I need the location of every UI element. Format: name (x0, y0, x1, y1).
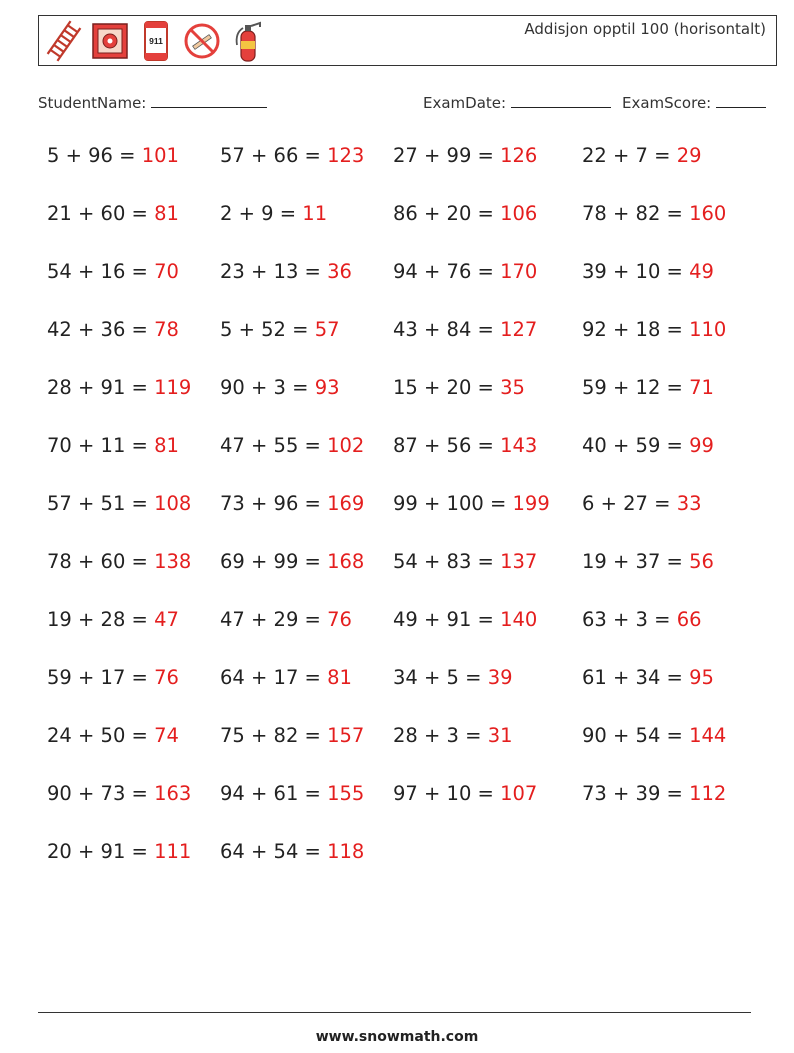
problem-cell (47, 434, 179, 457)
problem-expression: 20 + 91 = (47, 840, 155, 863)
problem-answer: 76 (327, 608, 352, 631)
problem-cell (582, 318, 726, 341)
problem-expression: 40 + 59 = (582, 434, 690, 457)
student-name-field (38, 93, 267, 112)
problem-expression: 28 + 91 = (47, 376, 155, 399)
problem-expression: 39 + 10 = (582, 260, 690, 283)
problem-answer: 71 (689, 376, 714, 399)
problem-row (47, 144, 767, 202)
problem-answer: 107 (500, 782, 538, 805)
problem-expression: 43 + 84 = (393, 318, 501, 341)
problem-answer: 57 (314, 318, 340, 341)
problem-cell (393, 550, 537, 573)
problem-answer: 66 (676, 608, 702, 631)
problem-answer: 74 (154, 724, 179, 747)
problem-answer: 93 (314, 376, 340, 399)
problem-expression: 90 + 54 = (582, 724, 690, 747)
problem-answer: 144 (689, 724, 727, 747)
problem-cell (582, 202, 726, 225)
problem-cell (393, 724, 513, 747)
fire-extinguisher-icon (229, 19, 267, 63)
problem-expression: 34 + 5 = (393, 666, 488, 689)
problem-cell (582, 666, 714, 689)
problem-answer: 160 (689, 202, 727, 225)
problem-answer: 11 (302, 202, 328, 225)
problem-row (47, 376, 767, 434)
problem-answer: 76 (154, 666, 179, 689)
problem-expression: 24 + 50 = (47, 724, 155, 747)
problem-row (47, 724, 767, 782)
problem-answer: 81 (154, 434, 179, 457)
problem-expression: 90 + 3 = (220, 376, 315, 399)
problem-row (47, 550, 767, 608)
problem-answer: 29 (676, 144, 702, 167)
problem-cell (393, 782, 537, 805)
problem-cell (220, 318, 340, 341)
emergency-phone-icon (137, 19, 175, 63)
problem-cell (393, 260, 537, 283)
problem-answer: 140 (500, 608, 538, 631)
problem-answer: 163 (154, 782, 192, 805)
problem-expression: 57 + 51 = (47, 492, 155, 515)
phone-icon-text: 911 (149, 36, 163, 46)
exam-score-label: ExamScore: (622, 94, 712, 112)
problem-cell (220, 550, 364, 573)
problem-cell (220, 608, 352, 631)
exam-score-blank (716, 93, 766, 108)
problem-cell (393, 434, 537, 457)
problem-cell (582, 782, 726, 805)
problem-row (47, 434, 767, 492)
problem-cell (47, 550, 191, 573)
problem-answer: 81 (154, 202, 179, 225)
problem-cell (47, 202, 179, 225)
problem-expression: 27 + 99 = (393, 144, 501, 167)
problem-answer: 137 (500, 550, 538, 573)
problem-row (47, 782, 767, 840)
problem-cell (220, 782, 364, 805)
problem-cell (47, 318, 179, 341)
problem-answer: 118 (327, 840, 365, 863)
problem-answer: 70 (154, 260, 179, 283)
exam-date-field (423, 93, 611, 112)
problem-answer: 81 (327, 666, 352, 689)
problem-cell (47, 840, 191, 863)
problem-answer: 108 (154, 492, 192, 515)
problem-expression: 5 + 52 = (220, 318, 315, 341)
problem-row (47, 492, 767, 550)
problem-answer: 110 (689, 318, 727, 341)
problem-cell (393, 608, 537, 631)
problem-expression: 73 + 39 = (582, 782, 690, 805)
problem-expression: 94 + 61 = (220, 782, 328, 805)
problem-answer: 49 (689, 260, 714, 283)
problem-expression: 97 + 10 = (393, 782, 501, 805)
problem-answer: 119 (154, 376, 192, 399)
no-smoking-icon (183, 19, 221, 63)
problem-cell (582, 434, 714, 457)
ladder-icon (45, 19, 83, 63)
problem-expression: 49 + 91 = (393, 608, 501, 631)
problem-expression: 64 + 17 = (220, 666, 328, 689)
problem-answer: 31 (487, 724, 513, 747)
problem-expression: 78 + 82 = (582, 202, 690, 225)
header-icons (45, 19, 267, 63)
problem-expression: 86 + 20 = (393, 202, 501, 225)
problem-expression: 57 + 66 = (220, 144, 328, 167)
problem-cell (582, 260, 714, 283)
problem-expression: 75 + 82 = (220, 724, 328, 747)
problem-expression: 54 + 83 = (393, 550, 501, 573)
problem-cell (582, 724, 726, 747)
problem-row (47, 666, 767, 724)
exam-date-blank (511, 93, 611, 108)
problem-answer: 102 (327, 434, 365, 457)
problem-cell (582, 144, 702, 167)
problem-expression: 47 + 55 = (220, 434, 328, 457)
problem-answer: 78 (154, 318, 179, 341)
exam-score-field (622, 93, 766, 112)
problem-cell (47, 608, 179, 631)
problem-cell (393, 666, 513, 689)
problem-answer: 47 (154, 608, 179, 631)
problem-cell (47, 782, 191, 805)
problem-expression: 22 + 7 = (582, 144, 677, 167)
problem-expression: 61 + 34 = (582, 666, 690, 689)
problem-expression: 78 + 60 = (47, 550, 155, 573)
problem-cell (47, 144, 179, 167)
student-name-blank (151, 93, 267, 108)
footer-url: www.snowmath.com (315, 1029, 479, 1045)
problem-answer: 170 (500, 260, 538, 283)
problem-expression: 23 + 13 = (220, 260, 328, 283)
footer-divider (38, 1012, 751, 1013)
problem-answer: 199 (512, 492, 550, 515)
problem-expression: 54 + 16 = (47, 260, 155, 283)
problem-answer: 169 (327, 492, 365, 515)
problem-row (47, 318, 767, 376)
problem-answer: 138 (154, 550, 192, 573)
problem-answer: 111 (154, 840, 192, 863)
exam-date-label: ExamDate: (423, 94, 507, 112)
problem-cell (393, 144, 537, 167)
problem-expression: 63 + 3 = (582, 608, 677, 631)
problem-answer: 168 (327, 550, 365, 573)
problem-expression: 64 + 54 = (220, 840, 328, 863)
problem-expression: 59 + 17 = (47, 666, 155, 689)
problem-cell (220, 724, 364, 747)
fire-alarm-icon (91, 19, 129, 63)
problem-cell (582, 550, 714, 573)
problem-answer: 36 (327, 260, 352, 283)
student-name-label: StudentName: (38, 94, 147, 112)
problem-answer: 112 (689, 782, 727, 805)
problem-cell (393, 492, 550, 515)
problem-row (47, 608, 767, 666)
problem-cell (393, 376, 525, 399)
problem-row (47, 260, 767, 318)
problem-answer: 127 (500, 318, 538, 341)
problem-answer: 155 (327, 782, 365, 805)
problem-cell (220, 202, 327, 225)
problem-expression: 19 + 37 = (582, 550, 690, 573)
problem-expression: 59 + 12 = (582, 376, 690, 399)
problem-row (47, 202, 767, 260)
problem-cell (220, 376, 340, 399)
problem-answer: 106 (500, 202, 538, 225)
problem-answer: 126 (500, 144, 538, 167)
problem-grid (47, 144, 767, 898)
problem-expression: 99 + 100 = (393, 492, 513, 515)
problem-cell (220, 434, 364, 457)
problem-answer: 143 (500, 434, 538, 457)
problem-cell (393, 318, 537, 341)
problem-cell (582, 492, 702, 515)
problem-expression: 21 + 60 = (47, 202, 155, 225)
problem-answer: 123 (327, 144, 365, 167)
problem-expression: 6 + 27 = (582, 492, 677, 515)
problem-expression: 2 + 9 = (220, 202, 303, 225)
problem-cell (47, 724, 179, 747)
problem-expression: 87 + 56 = (393, 434, 501, 457)
problem-cell (47, 492, 191, 515)
problem-expression: 69 + 99 = (220, 550, 328, 573)
problem-cell (220, 666, 352, 689)
problem-answer: 157 (327, 724, 365, 747)
problem-answer: 33 (676, 492, 702, 515)
problem-cell (47, 666, 179, 689)
worksheet-title: Addisjon opptil 100 (horisontalt) (524, 20, 766, 38)
problem-expression: 19 + 28 = (47, 608, 155, 631)
problem-answer: 99 (689, 434, 714, 457)
problem-expression: 28 + 3 = (393, 724, 488, 747)
problem-answer: 56 (689, 550, 714, 573)
problem-expression: 94 + 76 = (393, 260, 501, 283)
problem-cell (220, 144, 364, 167)
problem-answer: 39 (487, 666, 513, 689)
problem-cell (220, 840, 364, 863)
problem-expression: 73 + 96 = (220, 492, 328, 515)
worksheet-header (38, 15, 777, 66)
problem-cell (582, 608, 702, 631)
problem-cell (393, 202, 537, 225)
problem-expression: 47 + 29 = (220, 608, 328, 631)
problem-answer: 95 (689, 666, 714, 689)
problem-answer: 35 (500, 376, 525, 399)
problem-expression: 42 + 36 = (47, 318, 155, 341)
problem-cell (220, 260, 352, 283)
problem-answer: 101 (141, 144, 179, 167)
problem-expression: 70 + 11 = (47, 434, 155, 457)
problem-cell (47, 260, 179, 283)
problem-expression: 15 + 20 = (393, 376, 501, 399)
problem-row (47, 840, 767, 898)
problem-expression: 5 + 96 = (47, 144, 142, 167)
problem-expression: 92 + 18 = (582, 318, 690, 341)
problem-expression: 90 + 73 = (47, 782, 155, 805)
problem-cell (47, 376, 191, 399)
problem-cell (582, 376, 714, 399)
problem-cell (220, 492, 364, 515)
